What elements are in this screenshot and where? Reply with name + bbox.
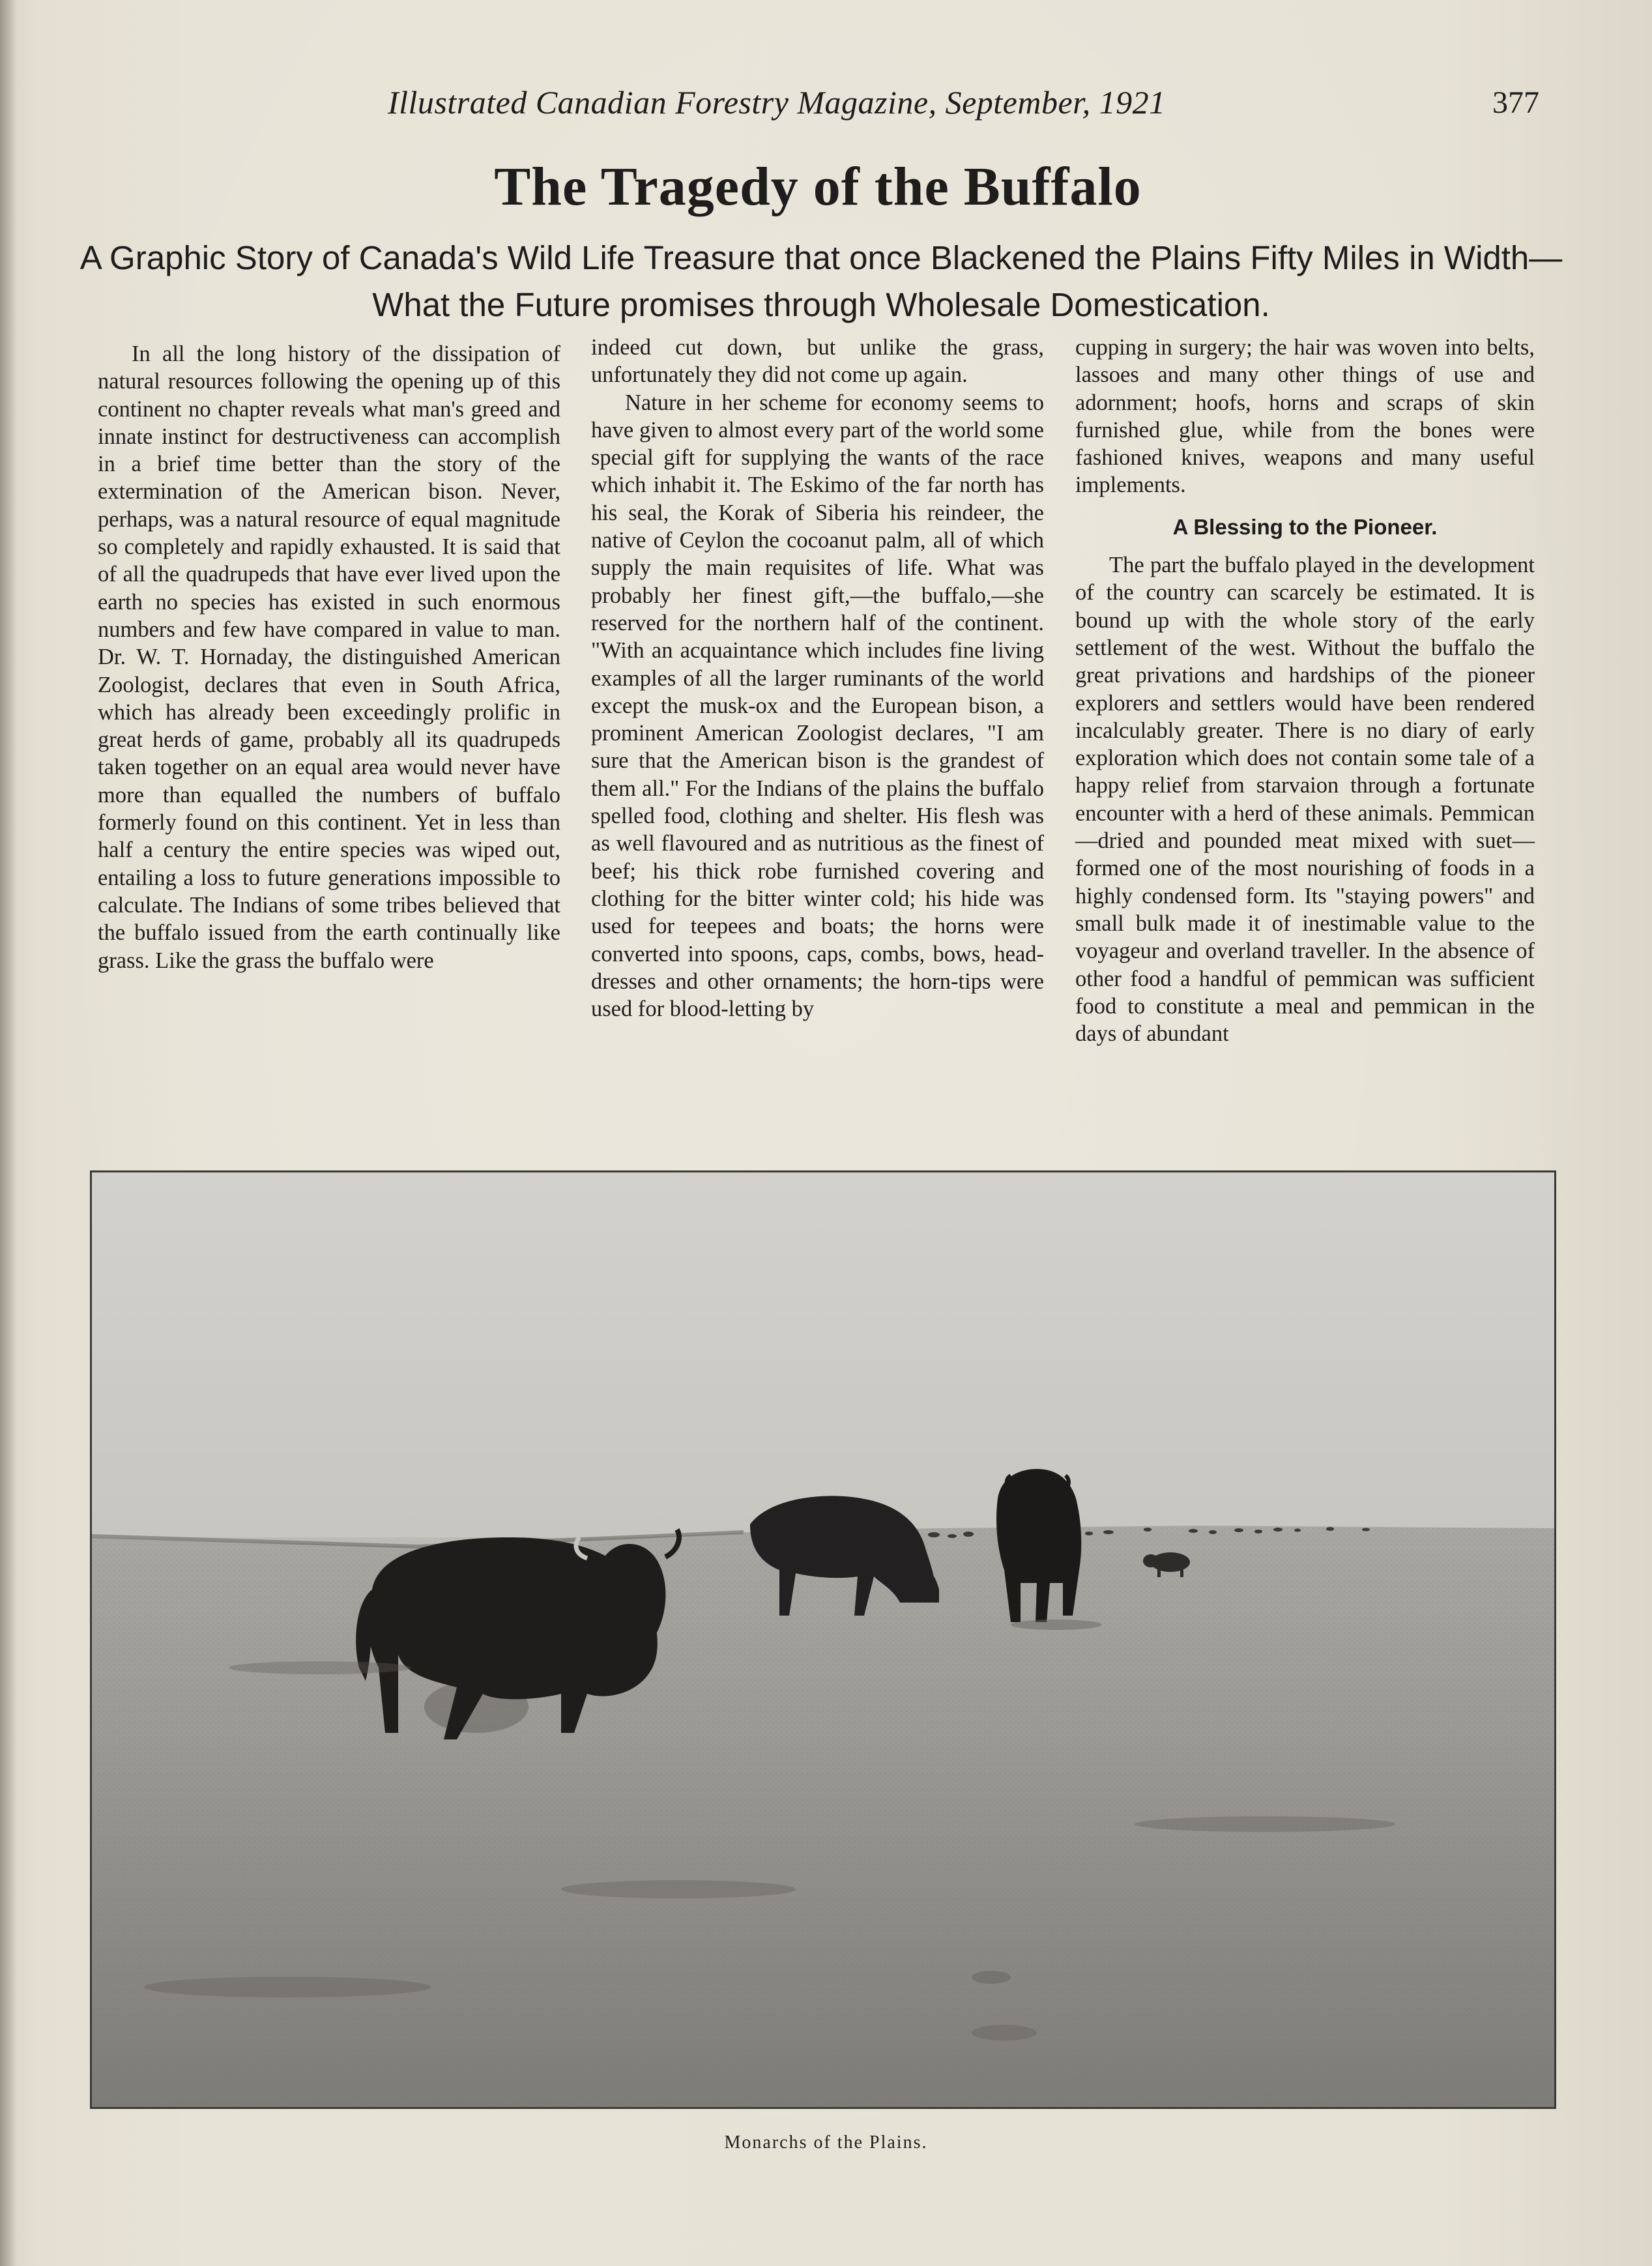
buffalo-photograph — [90, 1170, 1556, 2109]
text-column-1 — [98, 340, 560, 974]
paragraph: Nature in her scheme for economy seems to have given to almost every part of the world some special gift for supplying the wants of the race which inhabit it. The Eskimo of the far north has his seal, the Korak of Siberia his reindeer, the native of Ceylon the cocoanut palm, all of which supply the main requisites of life. What was probably her finest gift,—the buffalo,—she reserved for the northern half of the continent. "With an acquaintance which includes fine living examples of all the larger ruminants of the world except the musk-ox and the European bison, a prominent American Zoologist declares, "I am sure that the American bison is the grandest of them all." For the Indians of the plains the buffalo spelled food, clothing and shelter. His flesh was as well flavoured and as nutritious as the finest of beef; his thick robe furnished covering and clothing for the bitter winter cold; his hide was used for teepees and boats; the horns were converted into spoons, caps, combs, bows, head-dresses and other ornaments; the horn-tips were used for blood-letting by — [591, 390, 1044, 1022]
article-subtitle: A Graphic Story of Canada's Wild Life Treasure that once Blackened the Plains Fifty Miles in Width—What the Future promises through Wholesale Domestication. — [80, 239, 1563, 323]
sky-area — [92, 1172, 1554, 1537]
text-column-3 — [1075, 334, 1535, 1047]
paragraph: cupping in surgery; the hair was woven into belts, lassoes and many other things of use and adornment; hoofs, horns and scraps of skin furnished glue, while from the bones were fashioned knives, weapons and many useful implements. — [1075, 335, 1535, 498]
paragraph: indeed cut down, but unlike the grass, unfortunately they did not come up again. — [591, 335, 1044, 388]
page-number: 377 — [1492, 85, 1539, 120]
running-head: Illustrated Canadian Forestry Magazine, September, 1921 — [388, 84, 1166, 121]
paragraph: In all the long history of the dissipation of natural resources following the opening up of this continent no chapter reveals what man's greed and innate instinct for destructiveness can accomplish in a brief time better than the story of the extermination of the American bison. Never, perhaps, was a natural resource of equal magnitude so completely and rapidly exhausted. It is said that of all the quadrupeds that have ever lived upon the earth no species has existed in such enormous numbers and few have compared in value to man. Dr. W. T. Hornaday, the distinguished American Zoologist, declares that even in South Africa, which has already been exceedingly prolific in great herds of game, probably all its quadrupeds taken together on an equal area would never have more than equalled the numbers of buffalo formerly found on this continent. Yet in less than half a century the entire species was wiped out, entailing a loss to future generations impossible to calculate. The Indians of some tribes believed that the buffalo issued from the earth continually like grass. Like the grass the buffalo were — [98, 341, 560, 973]
section-heading: A Blessing to the Pioneer. — [1172, 514, 1438, 539]
paragraph: The part the buffalo played in the development of the country can scarcely be estimated. It is bound up with the whole story of the early settlement of the west. Without the buffalo the great privations and hardships of the pioneer explorers and settlers would have been rendered incalculably greater. There is no diary of early exploration which does not contain some tale of a happy relief from starvaion through a fortunate encounter with a herd of these animals. Pemmican—dried and pounded meat mixed with suet—formed one of the most nourishing of foods in a highly condensed form. Its "staying powers" and small bulk made it of inestimable value to the voyageur and overland traveller. In the absence of other food a handful of pemmican was sufficient food to constitute a meal and pemmican in the days of abundant — [1075, 553, 1535, 1047]
stone — [972, 1971, 1011, 1984]
page-gutter-shadow — [0, 0, 17, 2266]
buffalo-photo-illustration — [92, 1172, 1554, 2107]
text-column-2 — [591, 334, 1044, 1023]
photo-caption: Monarchs of the Plains. — [724, 2132, 928, 2153]
article-title: The Tragedy of the Buffalo — [494, 156, 1142, 217]
